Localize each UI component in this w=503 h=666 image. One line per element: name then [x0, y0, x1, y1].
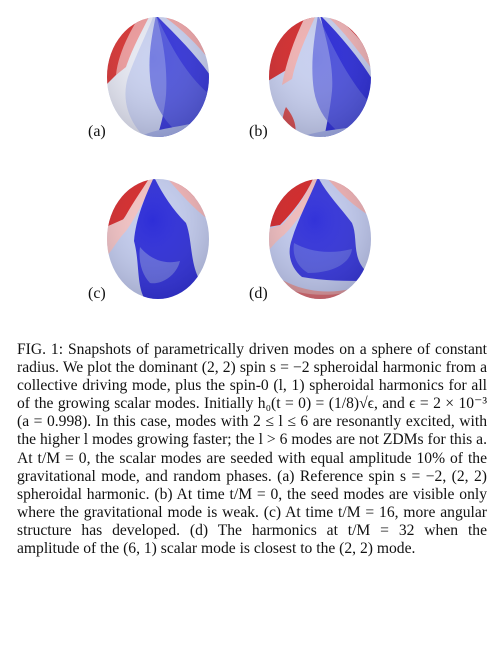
caption-text: Snapshots of parametrically driven modes on a sphere of constant radius. We plot the dominant (2, 2) spin s = −2 spheroidal harmonic from a collective driving mode, plus the spin-0 (l, 1) spheroidal harmonics for all of the growing scalar modes. Initially h₀(t = 0) = (1/8)√ϵ, and ϵ = 2 × 10⁻³ (a = 0.998). In this case, modes with 2 ≤ l ≤ 6 are resonantly excited, with the higher l modes growing faster; the l > 6 modes are not ZDMs for this a. At t/M = 0, the scalar modes are seeded with equal amplitude 10% of the gravitational mode, and random phases. (a) Reference spin s = −2, (2, 2) spheroidal harmonic. (b) At time t/M = 0, the seed modes are visible only where the gravitational mode is weak. (c) At time t/M = 16, more angular structure has developed. (d) The harmonics at t/M = 32 when the amplitude of the (6, 1) scalar mode is closest to the (2, 2) mode.: [17, 341, 488, 558]
panel-label-c: (c): [88, 285, 106, 302]
caption-label: FIG. 1:: [17, 341, 64, 358]
sphere-d: [268, 177, 372, 301]
sphere-b: [268, 15, 372, 139]
panel-label-a: (a): [88, 123, 106, 140]
sphere-a: [106, 15, 210, 139]
sphere-c: [106, 177, 210, 301]
panel-label-b: (b): [249, 123, 268, 140]
panel-label-d: (d): [249, 285, 268, 302]
figure-caption: [17, 341, 487, 558]
